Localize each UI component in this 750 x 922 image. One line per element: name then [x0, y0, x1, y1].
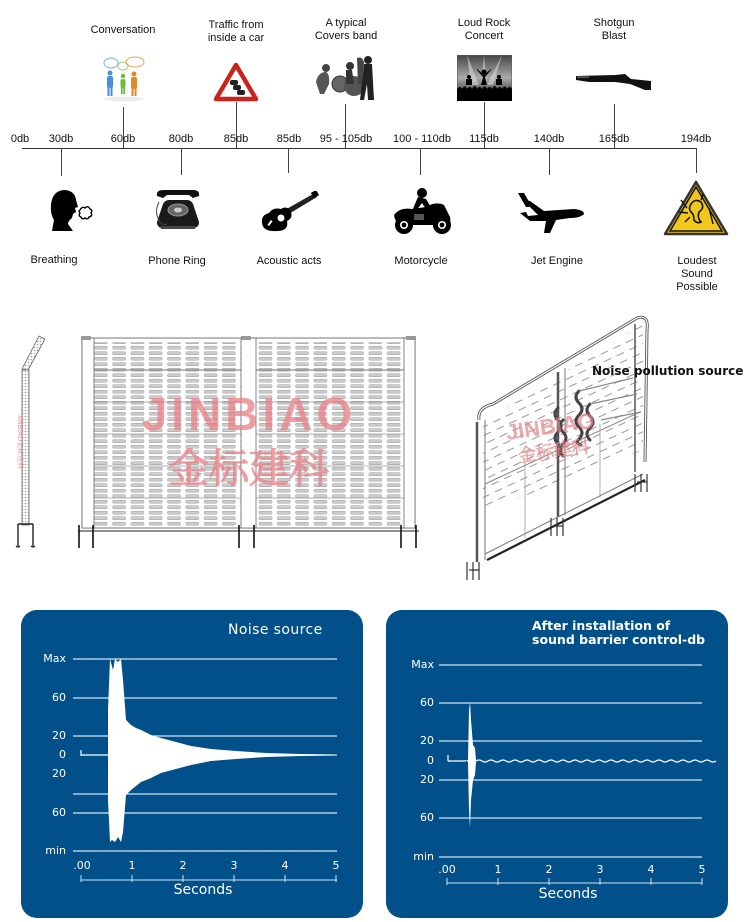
x-tick-label: .00 [73, 859, 91, 872]
y-tick-label: min [413, 850, 434, 863]
x-tick-label: 5 [698, 863, 706, 876]
x-tick-label: 4 [647, 863, 655, 876]
tick-194db [696, 148, 697, 173]
motorcycle-icon [392, 187, 454, 235]
noise-pollution-source-label: Noise pollution source [592, 364, 744, 378]
label-shotgun-line1: Shotgun [593, 17, 635, 29]
label-rock-line1: Loud Rock [457, 17, 511, 29]
label-shotgun-line2: Blast [601, 30, 627, 42]
y-tick-label: Max [411, 658, 434, 671]
label-rock-line2: Concert [464, 30, 504, 42]
scale-label: 85db [276, 133, 302, 145]
x-tick-label: 5 [332, 859, 340, 872]
label-loudest-line3: Possible [676, 281, 718, 293]
chart-title-line2: sound barrier control-db [532, 632, 706, 647]
label-loudest-line2: Sound [681, 268, 713, 280]
tick-80db [181, 148, 182, 175]
y-tick-label: 60 [52, 691, 66, 704]
x-tick-label: 2 [179, 859, 187, 872]
label-band-line2: Covers band [314, 30, 378, 42]
chart-title-line1: After installation of [532, 618, 671, 633]
svg-text:金标建科: 金标建科 [169, 446, 329, 492]
conversation-people-icon [100, 56, 148, 102]
x-tick-label: 3 [230, 859, 238, 872]
breathing-head-icon [48, 188, 94, 232]
barrier-isometric-view [455, 312, 705, 587]
label-loudest-line1: Loudest [677, 255, 717, 267]
y-tick-label: 20 [420, 734, 434, 747]
scale-label: 30db [48, 133, 74, 145]
scale-label: 115db [469, 133, 499, 145]
band-silhouette-icon [312, 54, 380, 104]
svg-text:JINBIAO: JINBIAO [504, 407, 597, 445]
y-tick-label: 60 [420, 696, 434, 709]
scale-label: 140db [533, 133, 565, 145]
tick-85db-acoustic [288, 148, 289, 173]
scale-label: 0db [10, 133, 30, 145]
tick-100-110db [420, 148, 421, 175]
x-tick-label: 3 [596, 863, 604, 876]
tick-30db [61, 148, 62, 176]
label-band-line1: A typical [325, 17, 367, 29]
x-tick-label: .00 [438, 863, 456, 876]
label-traffic-line2: inside a car [207, 32, 265, 44]
label-conversation: Conversation [90, 24, 156, 36]
tick-140db [549, 148, 550, 175]
label-breathing: Breathing [30, 254, 78, 266]
rock-concert-icon [457, 55, 512, 101]
y-tick-label: 0 [427, 754, 434, 767]
label-phone-ring: Phone Ring [148, 255, 206, 267]
x-axis-title: Seconds [538, 886, 598, 902]
shotgun-icon [575, 70, 653, 92]
label-acoustic-acts: Acoustic acts [256, 255, 322, 267]
scale-label: 194db [680, 133, 712, 145]
y-tick-label: Max [43, 652, 66, 665]
x-tick-label: 1 [494, 863, 502, 876]
scale-label: 85db [223, 133, 249, 145]
x-tick-label: 4 [281, 859, 289, 872]
watermark-en: JINBIAO [141, 388, 357, 440]
jet-plane-icon [516, 193, 586, 235]
timeline-axis [22, 148, 697, 149]
rotary-phone-icon [153, 188, 203, 232]
label-motorcycle: Motorcycle [394, 255, 448, 267]
x-axis-title: Seconds [173, 882, 233, 898]
traffic-warning-sign-icon [213, 62, 259, 102]
x-tick-label: 1 [128, 859, 136, 872]
scale-label: 165db [598, 133, 630, 145]
y-tick-label: 60 [52, 806, 66, 819]
label-traffic-line1: Traffic from [208, 19, 264, 31]
scale-label: 60db [110, 133, 136, 145]
scale-label: 95 - 105db [319, 133, 373, 145]
label-jet-engine: Jet Engine [531, 255, 583, 267]
y-tick-label: 20 [52, 767, 66, 780]
y-tick-label: 20 [52, 729, 66, 742]
scale-label: 100 - 110db [393, 133, 451, 145]
y-tick-label: 60 [420, 811, 434, 824]
chart-title: Noise source [228, 622, 323, 638]
y-tick-label: min [45, 844, 66, 857]
hearing-warning-icon [661, 178, 731, 240]
barrier-side-profile [12, 334, 52, 550]
y-tick-label: 20 [420, 773, 434, 786]
acoustic-guitar-icon [259, 191, 321, 233]
svg-text:JINBIAO金标建科: JINBIAO金标建科 [16, 414, 23, 470]
y-tick-label: 0 [59, 748, 66, 761]
scale-label: 80db [168, 133, 194, 145]
x-tick-label: 2 [545, 863, 553, 876]
barrier-front-elevation [74, 334, 424, 552]
svg-text:金标建科: 金标建科 [516, 436, 591, 467]
